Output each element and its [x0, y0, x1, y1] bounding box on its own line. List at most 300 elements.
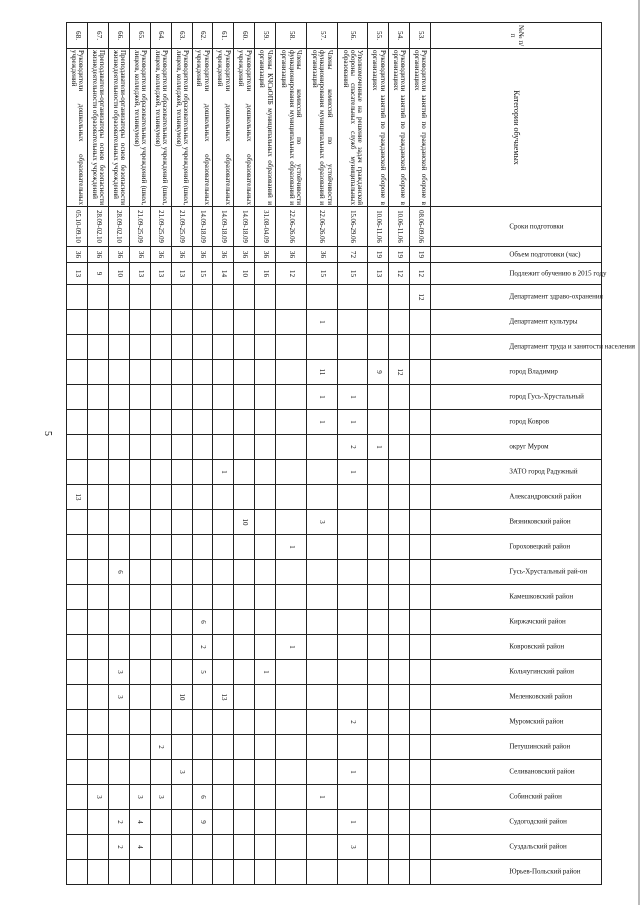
row-district-value: [192, 735, 213, 760]
row-district-value: [192, 435, 213, 460]
row-district-value: [129, 385, 150, 410]
row-district-value: 3: [108, 685, 129, 710]
row-district-value: [67, 435, 88, 460]
row-district-value: [337, 285, 368, 310]
row-district-value: [337, 585, 368, 610]
training-schedule-table: [66, 22, 635, 885]
table-row: [88, 23, 109, 885]
row-number: 59.: [255, 23, 276, 49]
row-number: 64.: [150, 23, 171, 49]
row-district-value: [171, 860, 192, 885]
row-category: Руководители дошкольных образовательных учреждений: [192, 49, 213, 207]
row-total: 10: [234, 263, 255, 285]
row-district-value: [368, 285, 389, 310]
row-district-value: [276, 810, 307, 835]
row-district-value: [171, 410, 192, 435]
row-total: 14: [213, 263, 234, 285]
row-number: 54.: [389, 23, 410, 49]
row-district-value: [192, 835, 213, 860]
table-body: [67, 23, 431, 885]
row-district-value: [88, 635, 109, 660]
row-district-value: [67, 835, 88, 860]
row-district-value: [255, 835, 276, 860]
row-district-value: [88, 285, 109, 310]
row-dates: 10.06-11.06: [368, 207, 389, 247]
row-district-value: [410, 510, 431, 535]
row-district-value: [213, 660, 234, 685]
row-district-value: 1: [337, 760, 368, 785]
row-district-value: [368, 785, 389, 810]
row-district-value: 3: [88, 785, 109, 810]
header-category: Категории обучаемых: [431, 49, 602, 207]
row-district-value: [368, 860, 389, 885]
row-district-value: [389, 510, 410, 535]
row-district-value: [171, 785, 192, 810]
row-district-value: 1: [306, 385, 337, 410]
row-district-value: [306, 485, 337, 510]
row-district-value: [255, 360, 276, 385]
row-district-value: [88, 335, 109, 360]
row-hours: 36: [306, 247, 337, 263]
row-total: 13: [368, 263, 389, 285]
table-row: [255, 23, 276, 885]
row-district-value: [171, 460, 192, 485]
row-district-value: [67, 760, 88, 785]
row-total: 12: [410, 263, 431, 285]
row-district-value: [368, 585, 389, 610]
row-district-value: [192, 285, 213, 310]
row-district-value: [88, 660, 109, 685]
row-district-value: [234, 685, 255, 710]
row-district-value: [255, 485, 276, 510]
row-district-value: 1: [337, 460, 368, 485]
row-category: Руководители дошкольных образовательных учреждений: [213, 49, 234, 207]
row-total: 12: [389, 263, 410, 285]
row-district-value: [255, 535, 276, 560]
row-district-value: [67, 560, 88, 585]
header-district: Камешковский район: [431, 585, 602, 610]
row-district-value: [171, 310, 192, 335]
row-district-value: [337, 735, 368, 760]
header-district: город Гусь-Хрустальный: [431, 385, 602, 410]
row-district-value: [410, 310, 431, 335]
row-district-value: [389, 835, 410, 860]
table-row: [368, 23, 389, 885]
header-district: Киржачский район: [431, 610, 602, 635]
row-district-value: [88, 685, 109, 710]
row-district-value: [88, 460, 109, 485]
row-district-value: [129, 660, 150, 685]
row-district-value: 12: [410, 285, 431, 310]
row-district-value: [389, 335, 410, 360]
row-district-value: [108, 785, 129, 810]
row-district-value: [306, 560, 337, 585]
row-category: Преподаватели-организаторы основ безопасности жизнедеятельности образовательных учреждений: [88, 49, 109, 207]
row-district-value: [108, 410, 129, 435]
row-hours: 36: [129, 247, 150, 263]
row-hours: 36: [192, 247, 213, 263]
row-district-value: [255, 335, 276, 360]
row-district-value: [150, 435, 171, 460]
row-district-value: 10: [234, 510, 255, 535]
row-district-value: [337, 785, 368, 810]
row-district-value: [213, 785, 234, 810]
row-district-value: [67, 785, 88, 810]
row-district-value: [129, 360, 150, 385]
row-district-value: [410, 535, 431, 560]
row-district-value: [171, 835, 192, 860]
row-district-value: [192, 385, 213, 410]
row-district-value: [368, 835, 389, 860]
header-district: Департамент культуры: [431, 310, 602, 335]
row-district-value: [234, 485, 255, 510]
row-district-value: [276, 685, 307, 710]
row-district-value: [150, 710, 171, 735]
row-district-value: [67, 685, 88, 710]
row-district-value: [108, 335, 129, 360]
row-district-value: [389, 410, 410, 435]
row-dates: 14.09-18.09: [192, 207, 213, 247]
row-district-value: [337, 685, 368, 710]
row-district-value: [171, 810, 192, 835]
row-district-value: [67, 310, 88, 335]
row-district-value: [192, 360, 213, 385]
row-district-value: [150, 685, 171, 710]
row-district-value: [276, 610, 307, 635]
row-district-value: [108, 710, 129, 735]
row-district-value: 2: [108, 835, 129, 860]
row-district-value: 1: [213, 460, 234, 485]
table-row: [337, 23, 368, 885]
row-district-value: [88, 560, 109, 585]
row-district-value: [410, 360, 431, 385]
row-district-value: [276, 460, 307, 485]
row-district-value: [129, 685, 150, 710]
row-dates: 28.09-02.10: [88, 207, 109, 247]
row-district-value: [234, 535, 255, 560]
row-district-value: 1: [306, 410, 337, 435]
row-district-value: [276, 760, 307, 785]
row-district-value: [306, 335, 337, 360]
row-district-value: 6: [192, 785, 213, 810]
row-district-value: [67, 335, 88, 360]
row-district-value: [337, 660, 368, 685]
row-district-value: [213, 310, 234, 335]
row-district-value: [337, 560, 368, 585]
row-district-value: [410, 410, 431, 435]
header-hours: Объем подготовки (час): [431, 247, 602, 263]
row-district-value: [192, 710, 213, 735]
row-district-value: [129, 535, 150, 560]
row-district-value: [88, 860, 109, 885]
row-number: 57.: [306, 23, 337, 49]
row-district-value: [368, 410, 389, 435]
row-district-value: [276, 660, 307, 685]
header-district: Собинский район: [431, 785, 602, 810]
row-district-value: [171, 335, 192, 360]
row-district-value: [306, 585, 337, 610]
row-category: Уполномоченные на решение задач гражданской обороны спасательных служб муниципальных образований: [337, 49, 368, 207]
row-district-value: [108, 735, 129, 760]
row-district-value: [255, 735, 276, 760]
row-district-value: [150, 760, 171, 785]
row-district-value: 2: [150, 735, 171, 760]
header-district: Муромский район: [431, 710, 602, 735]
row-district-value: [67, 860, 88, 885]
row-dates: 14.09-18.09: [234, 207, 255, 247]
row-district-value: [337, 535, 368, 560]
header-district: Александровский район: [431, 485, 602, 510]
row-district-value: [67, 410, 88, 435]
row-district-value: [234, 835, 255, 860]
row-district-value: [368, 460, 389, 485]
row-total: 15: [192, 263, 213, 285]
row-district-value: [129, 635, 150, 660]
row-district-value: [88, 360, 109, 385]
row-district-value: [306, 835, 337, 860]
header-district: город Владимир: [431, 360, 602, 385]
header-district: округ Муром: [431, 435, 602, 460]
row-district-value: [67, 460, 88, 485]
row-district-value: [389, 535, 410, 560]
row-district-value: [276, 560, 307, 585]
row-district-value: 13: [213, 685, 234, 710]
row-district-value: [88, 610, 109, 635]
row-district-value: [276, 585, 307, 610]
header-num: №№ п/п: [431, 23, 602, 49]
row-district-value: 2: [337, 435, 368, 460]
row-district-value: [213, 510, 234, 535]
row-district-value: 4: [129, 835, 150, 860]
row-district-value: [129, 610, 150, 635]
header-district: Гусь-Хрустальный рай-он: [431, 560, 602, 585]
row-district-value: [410, 860, 431, 885]
row-district-value: [192, 410, 213, 435]
row-dates: 21.09-25.09: [129, 207, 150, 247]
row-district-value: [67, 510, 88, 535]
row-hours: 19: [368, 247, 389, 263]
row-district-value: [389, 860, 410, 885]
row-district-value: [192, 510, 213, 535]
row-total: 12: [276, 263, 307, 285]
row-district-value: [150, 460, 171, 485]
row-district-value: [389, 285, 410, 310]
row-district-value: [410, 710, 431, 735]
row-district-value: [192, 335, 213, 360]
row-district-value: [150, 510, 171, 535]
row-hours: 36: [88, 247, 109, 263]
row-district-value: [234, 560, 255, 585]
row-district-value: [213, 735, 234, 760]
row-district-value: [129, 485, 150, 510]
row-hours: 19: [410, 247, 431, 263]
row-total: 13: [67, 263, 88, 285]
row-district-value: [276, 785, 307, 810]
row-district-value: [150, 810, 171, 835]
row-district-value: [410, 335, 431, 360]
row-district-value: [410, 660, 431, 685]
row-district-value: [88, 810, 109, 835]
row-district-value: [67, 610, 88, 635]
row-number: 65.: [129, 23, 150, 49]
header-district: Судогодский район: [431, 810, 602, 835]
row-district-value: [108, 360, 129, 385]
row-district-value: [306, 710, 337, 735]
row-district-value: [368, 735, 389, 760]
row-district-value: [213, 285, 234, 310]
row-district-value: [213, 835, 234, 860]
header-district: Петушинский район: [431, 735, 602, 760]
row-district-value: [255, 785, 276, 810]
row-district-value: [368, 485, 389, 510]
row-district-value: [108, 485, 129, 510]
row-district-value: [337, 335, 368, 360]
row-total: 10: [108, 263, 129, 285]
row-total: 15: [337, 263, 368, 285]
row-district-value: [368, 535, 389, 560]
row-hours: 36: [108, 247, 129, 263]
row-district-value: [171, 435, 192, 460]
page-number: 5: [42, 431, 53, 436]
row-category: Члены КЧСиОПБ муниципальных образований и организаций: [255, 49, 276, 207]
row-district-value: 2: [192, 635, 213, 660]
row-district-value: [306, 610, 337, 635]
row-district-value: [88, 760, 109, 785]
row-district-value: 9: [368, 360, 389, 385]
row-district-value: [306, 535, 337, 560]
row-district-value: [234, 460, 255, 485]
row-district-value: [192, 485, 213, 510]
header-district: Департамент здраво-охранения: [431, 285, 602, 310]
row-category: Руководители образовательных учреждений (школ, лицеев, колледжей, техникумов): [129, 49, 150, 207]
row-district-value: [389, 460, 410, 485]
row-district-value: [67, 585, 88, 610]
row-district-value: [213, 435, 234, 460]
row-district-value: [192, 685, 213, 710]
row-category: Члены комиссий по устойчивости функционирования муниципальных образований и организаций: [276, 49, 307, 207]
row-district-value: [67, 285, 88, 310]
row-district-value: [108, 860, 129, 885]
row-district-value: [234, 435, 255, 460]
row-district-value: [88, 710, 109, 735]
row-district-value: [389, 635, 410, 660]
row-district-value: [276, 410, 307, 435]
row-district-value: [108, 510, 129, 535]
row-district-value: [306, 635, 337, 660]
row-district-value: [129, 710, 150, 735]
row-district-value: 6: [108, 560, 129, 585]
row-district-value: [150, 385, 171, 410]
row-district-value: [108, 385, 129, 410]
row-district-value: [150, 485, 171, 510]
row-number: 60.: [234, 23, 255, 49]
row-district-value: [255, 410, 276, 435]
row-district-value: 2: [337, 710, 368, 735]
row-district-value: 1: [276, 635, 307, 660]
row-district-value: [150, 360, 171, 385]
row-district-value: [368, 760, 389, 785]
row-district-value: [108, 610, 129, 635]
row-district-value: [255, 760, 276, 785]
row-district-value: [213, 360, 234, 385]
header-district: Юрьев-Польский район: [431, 860, 602, 885]
row-hours: 36: [234, 247, 255, 263]
row-number: 61.: [213, 23, 234, 49]
row-district-value: [234, 760, 255, 785]
row-total: 16: [255, 263, 276, 285]
row-hours: 36: [150, 247, 171, 263]
row-district-value: [150, 535, 171, 560]
row-district-value: [88, 435, 109, 460]
row-district-value: [88, 410, 109, 435]
row-district-value: [150, 285, 171, 310]
row-district-value: [306, 685, 337, 710]
row-district-value: 6: [192, 610, 213, 635]
row-district-value: [88, 485, 109, 510]
row-district-value: [276, 310, 307, 335]
row-district-value: [276, 835, 307, 860]
row-district-value: [368, 510, 389, 535]
row-total: 13: [171, 263, 192, 285]
row-district-value: [389, 785, 410, 810]
row-district-value: [255, 685, 276, 710]
row-district-value: [234, 335, 255, 360]
row-district-value: [234, 360, 255, 385]
row-district-value: [389, 435, 410, 460]
row-district-value: [171, 585, 192, 610]
row-district-value: [276, 710, 307, 735]
row-district-value: 1: [337, 410, 368, 435]
row-category: Руководители занятий по гражданской обороне в организациях: [410, 49, 431, 207]
row-district-value: [410, 810, 431, 835]
row-district-value: [410, 460, 431, 485]
row-district-value: [337, 635, 368, 660]
row-district-value: [234, 860, 255, 885]
row-district-value: [171, 560, 192, 585]
row-district-value: [108, 460, 129, 485]
header-district: Департамент труда и занятости населения: [431, 335, 602, 360]
row-district-value: [171, 535, 192, 560]
header-dates: Сроки подготовки: [431, 207, 602, 247]
row-district-value: [129, 435, 150, 460]
row-district-value: [368, 335, 389, 360]
table-row: [150, 23, 171, 885]
row-dates: 21.09-25.09: [171, 207, 192, 247]
row-district-value: [410, 785, 431, 810]
row-district-value: [129, 860, 150, 885]
row-district-value: [276, 485, 307, 510]
row-district-value: [389, 610, 410, 635]
row-district-value: [368, 385, 389, 410]
row-district-value: [129, 285, 150, 310]
row-district-value: [337, 860, 368, 885]
row-district-value: [276, 860, 307, 885]
row-district-value: [306, 460, 337, 485]
row-district-value: [150, 310, 171, 335]
row-district-value: [306, 435, 337, 460]
table-row: [410, 23, 431, 885]
row-district-value: [150, 835, 171, 860]
row-district-value: [389, 485, 410, 510]
row-district-value: [389, 710, 410, 735]
row-category: Руководители дошкольных образовательных учреждений: [234, 49, 255, 207]
row-district-value: [255, 560, 276, 585]
row-district-value: [306, 735, 337, 760]
row-district-value: [129, 735, 150, 760]
row-district-value: [108, 285, 129, 310]
row-district-value: [213, 635, 234, 660]
row-district-value: [213, 535, 234, 560]
